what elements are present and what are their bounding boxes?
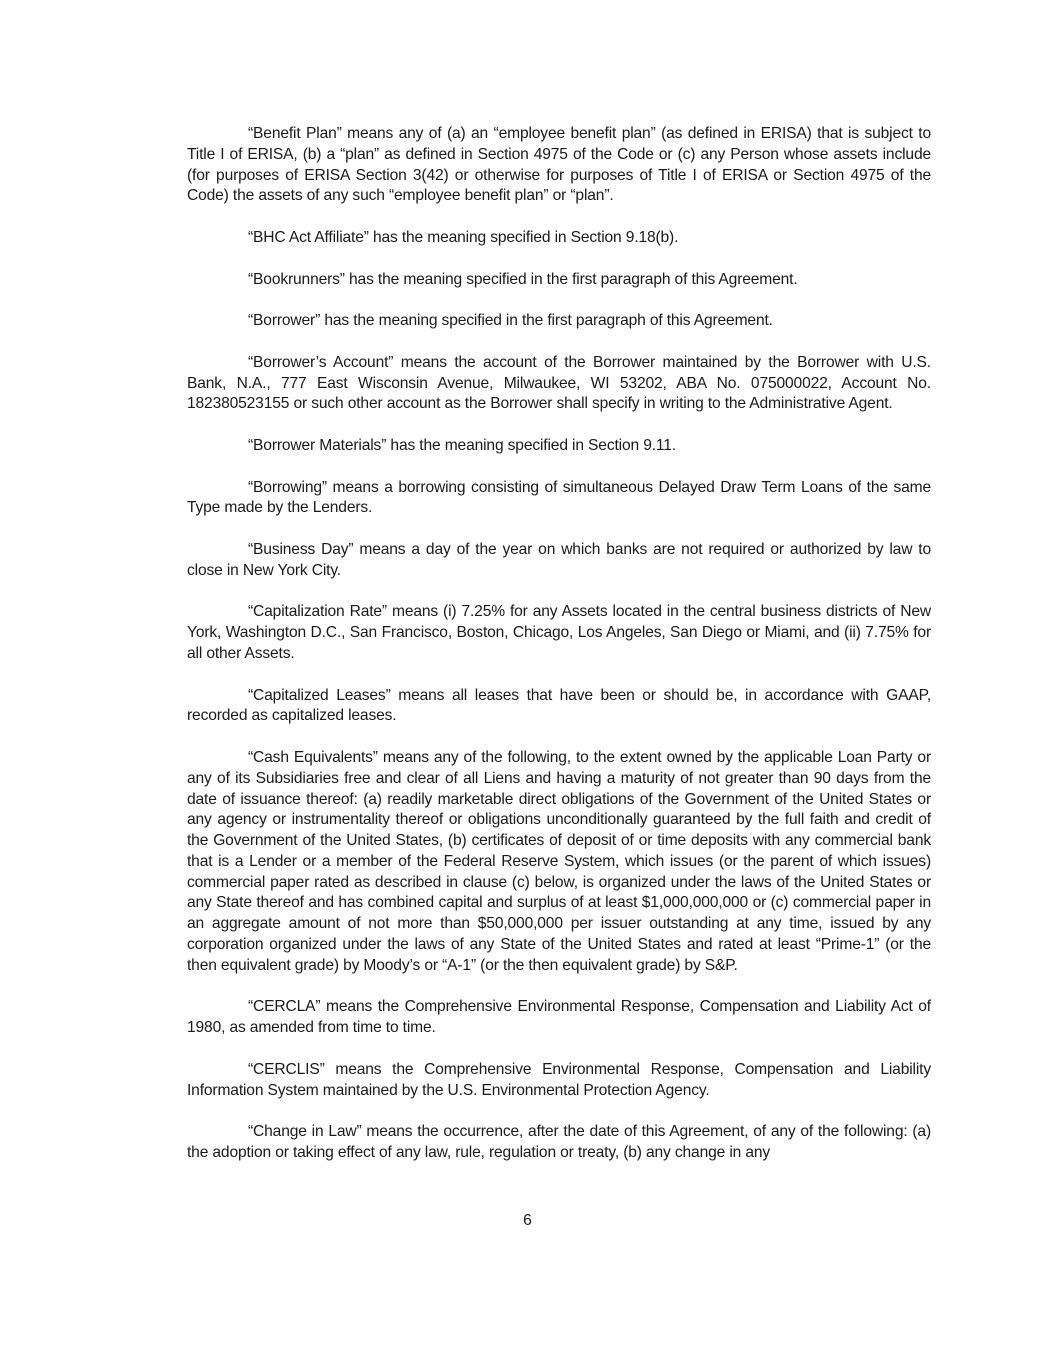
definition-bookrunners: “Bookrunners” has the meaning specified in the first paragraph of this Agreement. [248,270,798,288]
definition-change-in-law: “Change in Law” means the occurrence, after the date of this Agreement, of any of the following: (a) the adoption or taking effect of any law, rule, regulation or treaty, (b) any change in any [187,1123,931,1162]
definition-capitalized-leases: “Capitalized Leases” means all leases that have been or should be, in accordance with GAAP, recorded as capitalized leases. [187,686,931,725]
definition-borrowing: “Borrowing” means a borrowing consisting of simultaneous Delayed Draw Term Loans of the same Type made by the Lenders. [187,478,931,517]
definition-bhc-act-affiliate: “BHC Act Affiliate” has the meaning specified in Section 9.18(b). [248,228,679,246]
definition-benefit-plan: “Benefit Plan” means any of (a) an “employee benefit plan” (as defined in ERISA) that is subject to Title I of ERISA, (b) a “plan” as defined in Section 4975 of the Code or (c) any Person whose assets include (for purposes of ERISA Section 3(42) or otherwise for purposes of Title I of ERISA or Section 4975 of the Code) the assets of any such “employee benefit plan” or “plan”. [187,125,931,205]
document-body [187,124,931,1185]
definition-cerclis: “CERCLIS” means the Comprehensive Environmental Response, Compensation and Liability Information System maintained by the U.S. Environmental Protection Agency. [187,1060,931,1099]
definition-borrower-materials: “Borrower Materials” has the meaning specified in Section 9.11. [248,436,676,454]
definition-business-day: “Business Day” means a day of the year on which banks are not required or authorized by law to close in New York City. [187,540,931,579]
page-number: 6 [523,1212,532,1229]
definition-borrower: “Borrower” has the meaning specified in the first paragraph of this Agreement. [248,312,773,330]
definition-capitalization-rate: “Capitalization Rate” means (i) 7.25% for any Assets located in the central business districts of New York, Washington D.C., San Francisco, Boston, Chicago, Los Angeles, San Diego or Miami, and (ii) 7.75% for all other Assets. [187,603,931,662]
definition-cercla: “CERCLA” means the Comprehensive Environmental Response, Compensation and Liability Act of 1980, as amended from time to time. [187,998,931,1037]
definition-cash-equivalents: “Cash Equivalents” means any of the following, to the extent owned by the applicable Loan Party or any of its Subsidiaries free and clear of all Liens and having a maturity of not greater than 90 days from the date of issuance thereof: (a) readily marketable direct obligations of the Government of the United States or any agency or instrumentality thereof or obligations unconditionally guaranteed by the full faith and credit of the Government of the United States, (b) certificates of deposit of or time deposits with any commercial bank that is a Lender or a member of the Federal Reserve System, which issues (or the parent of which issues) commercial paper rated as described in clause (c) below, is organized under the laws of the United States or any State thereof and has combined capital and surplus of at least $1,000,000,000 or (c) commercial paper in an aggregate amount of not more than $50,000,000 per issuer outstanding at any time, issued by any corporation organized under the laws of any State of the United States and rated at least “Prime-1” (or the then equivalent grade) by Moody’s or “A-1” (or the then equivalent grade) by S&P. [187,748,931,974]
definition-borrowers-account: “Borrower’s Account” means the account of the Borrower maintained by the Borrower with U.S. Bank, N.A., 777 East Wisconsin Avenue, Milwaukee, WI 53202, ABA No. 075000022, Account No. 182380523155 or such other account as the Borrower shall specify in writing to the Administrative Agent. [187,353,931,413]
